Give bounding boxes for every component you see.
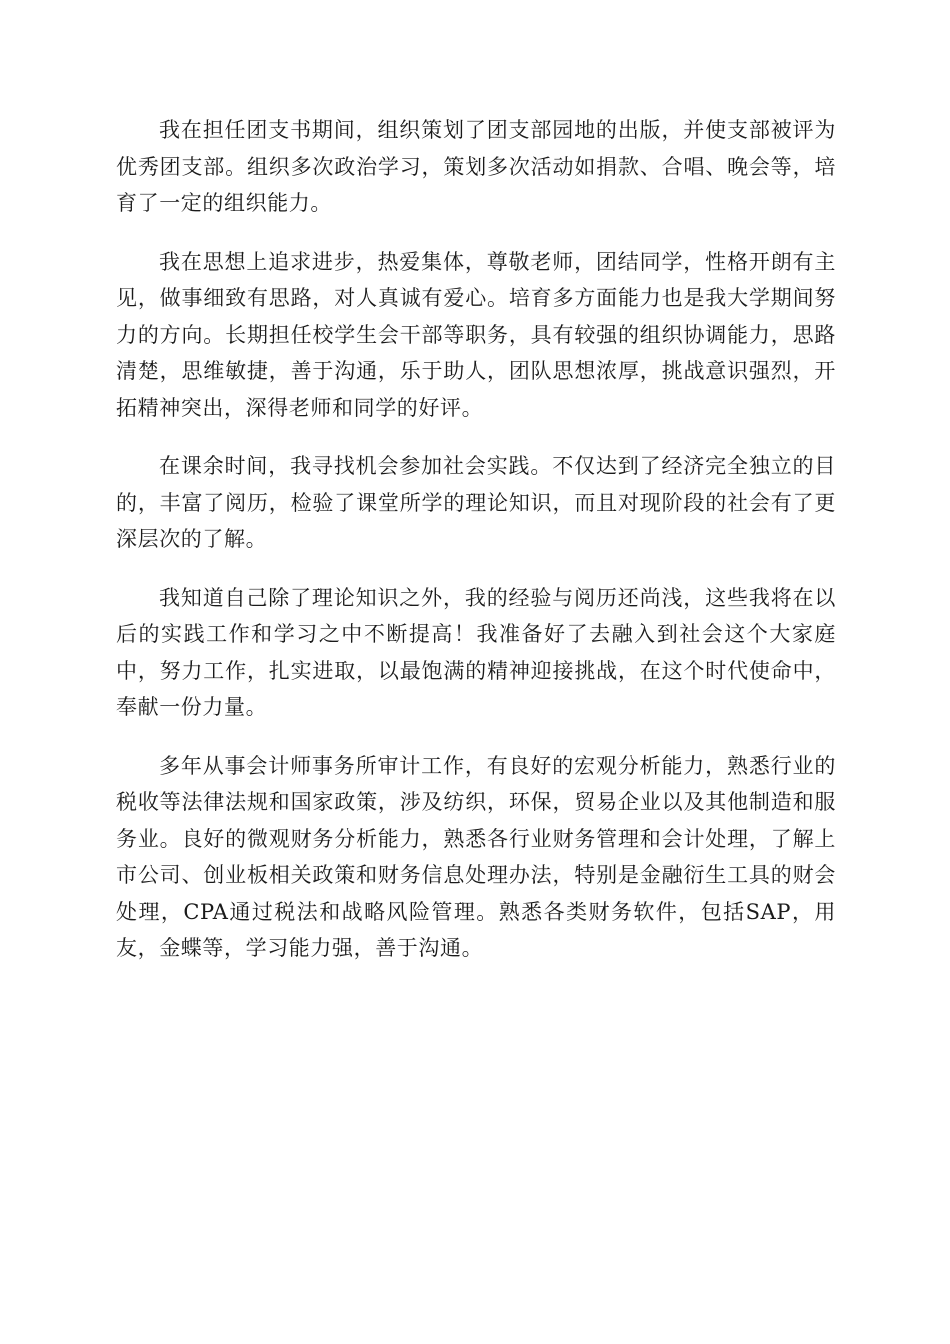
paragraph-aspirations: 我知道自己除了理论知识之外，我的经验与阅历还尚浅，这些我将在以后的实践工作和学习之中不断提高！我准备好了去融入到社会这个大家庭中，努力工作，扎实进取，以最饱满的精神迎接挑战，在这个时代使命中，奉献一份力量。 [116,585,836,719]
paragraph-social-practice: 在课余时间，我寻找机会参加社会实践。不仅达到了经济完全独立的目的，丰富了阅历，检验了课堂所学的理论知识，而且对现阶段的社会有了更深层次的了解。 [116,454,836,551]
paragraph-professional-skills: 多年从事会计师事务所审计工作，有良好的宏观分析能力，熟悉行业的税收等法律法规和国家政策，涉及纺织，环保，贸易企业以及其他制造和服务业。良好的微观财务分析能力，熟悉各行业财务管理和会计处理，了解上市公司、创业板相关政策和财务信息处理办法，特别是金融衍生工具的财会处理，CPA通过税法和战略风险管理。熟悉各类财务软件，包括SAP，用友，金蝶等，学习能力强，善于沟通。 [116,753,836,960]
paragraph-personal-qualities: 我在思想上追求进步，热爱集体，尊敬老师，团结同学，性格开朗有主见，做事细致有思路，对人真诚有爱心。培育多方面能力也是我大学期间努力的方向。长期担任校学生会干部等职务，具有较强的组织协调能力，思路清楚，思维敏捷，善于沟通，乐于助人，团队思想浓厚，挑战意识强烈，开拓精神突出，深得老师和同学的好评。 [116,249,836,420]
paragraph-organization-experience: 我在担任团支书期间，组织策划了团支部园地的出版，并使支部被评为优秀团支部。组织多次政治学习，策划多次活动如捐款、合唱、晚会等，培育了一定的组织能力。 [116,118,836,215]
document-body [116,112,836,989]
